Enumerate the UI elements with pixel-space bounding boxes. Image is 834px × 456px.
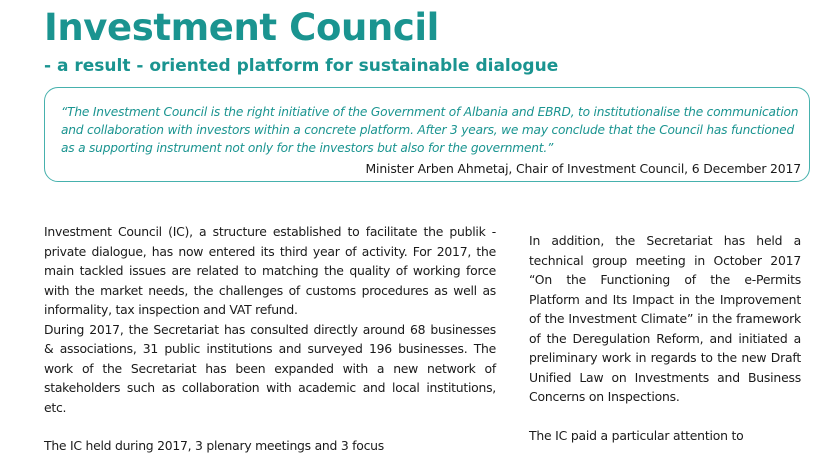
left-paragraph-2: During 2017, the Secretariat has consulted directly around 68 businesses & associations, 31 public institutions and surveyed 196 businesses. The work of the Secretariat has been expanded with a new network of stakeholders such as collaboration with academic and local institutions, etc. <box>44 321 496 415</box>
page-title: Investment Council <box>44 6 439 49</box>
left-column <box>44 222 496 456</box>
quote-text: “The Investment Council is the right initiative of the Government of Albania and EBRD, to institutionalise the communication and collaboration with investors within a concrete platform. After 3 years, we may conclude that the Council has functioned as a supporting instrument not only for the investors but also for the government.” <box>61 105 799 155</box>
left-paragraph-1: Investment Council (IC), a structure established to facilitate the publik - private dialogue, has now entered its third year of activity. For 2017, the main tackled issues are related to matching the quality of working force with the market needs, the challenges of customs procedures as well as informality, tax inspection and VAT refund. <box>44 224 496 317</box>
left-paragraph-3: The IC held during 2017, 3 plenary meetings and 3 focus <box>44 438 384 453</box>
page-subtitle: - a result - oriented platform for sustainable dialogue <box>44 56 559 76</box>
quote-attribution: Minister Arben Ahmetaj, Chair of Investment Council, 6 December 2017 <box>365 161 801 176</box>
right-paragraph-1: In addition, the Secretariat has held a technical group meeting in October 2017 “On the Functioning of the e-Permits Platform and Its Impact in the Improvement of the Investment Climate” in the framework of the Deregulation Reform, and initiated a preliminary work in regards to the new Draft Unified Law on Investments and Business Concerns on Inspections. <box>529 233 801 404</box>
right-column <box>529 231 801 445</box>
right-paragraph-2: The IC paid a particular attention to <box>529 427 744 443</box>
